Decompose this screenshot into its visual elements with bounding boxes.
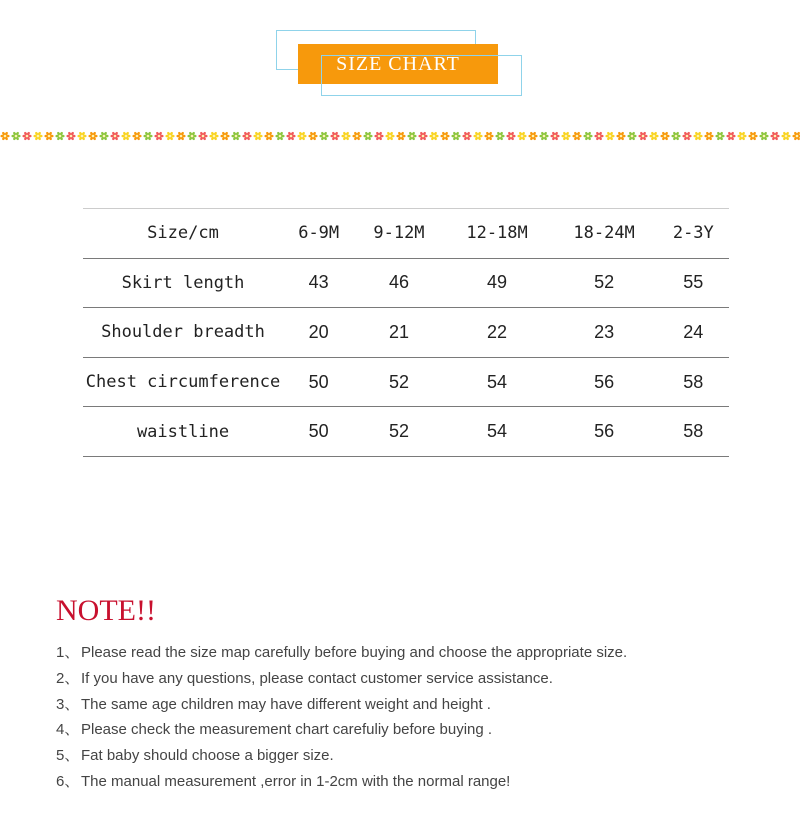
flower-icon <box>748 131 757 140</box>
flower-icon <box>561 131 570 140</box>
flower-icon <box>660 131 669 140</box>
table-cell: 49 <box>487 272 508 293</box>
table-cell: 52 <box>594 272 615 293</box>
table-row <box>83 258 729 308</box>
note-text: The manual measurement ,error in 1-2cm with the normal range! <box>81 772 511 790</box>
table-cell: 20 <box>308 321 329 342</box>
table-cell: 21 <box>388 321 409 342</box>
flower-icon <box>352 131 361 140</box>
flower-icon <box>22 131 31 140</box>
column-header: 9-12M <box>373 223 425 244</box>
flower-icon <box>462 131 471 140</box>
note-text: If you have any questions, please contact customer service assistance. <box>81 669 553 687</box>
flower-icon <box>495 131 504 140</box>
flower-icon <box>308 131 317 140</box>
flower-icon <box>550 131 559 140</box>
list-item <box>56 694 627 720</box>
table-cell: 55 <box>683 272 704 293</box>
note-index: 4、 <box>56 721 80 739</box>
table-cell: 58 <box>683 371 704 392</box>
flower-icon <box>99 131 108 140</box>
flower-icon <box>11 131 20 140</box>
flower-icon <box>583 131 592 140</box>
flower-icon <box>0 131 9 140</box>
table-header-row <box>83 209 729 259</box>
flower-icon <box>231 131 240 140</box>
table-cell: 58 <box>683 421 704 442</box>
flower-icon <box>539 131 548 140</box>
note-list <box>56 642 627 797</box>
flower-icon <box>737 131 746 140</box>
table-cell: 23 <box>594 321 615 342</box>
list-item <box>56 642 627 668</box>
flower-icon <box>143 131 152 140</box>
flower-icon <box>484 131 493 140</box>
flower-icon <box>319 131 328 140</box>
flower-icon <box>77 131 86 140</box>
flower-icon <box>605 131 614 140</box>
table-cell: 52 <box>388 371 409 392</box>
column-header: 12-18M <box>466 223 528 244</box>
flower-icon <box>693 131 702 140</box>
note-index: 5、 <box>56 747 80 765</box>
flower-icon <box>715 131 724 140</box>
row-label: Shoulder breadth <box>101 322 265 343</box>
flower-icon <box>572 131 581 140</box>
note-text: Please check the measurement chart carefuliy before buying . <box>81 721 493 739</box>
flower-icon <box>209 131 218 140</box>
flower-icon <box>44 131 53 140</box>
list-item <box>56 771 627 797</box>
table-cell: 24 <box>683 321 704 342</box>
note-index: 6、 <box>56 772 80 790</box>
note-text: The same age children may have different weight and height . <box>81 695 491 713</box>
flower-icon <box>121 131 130 140</box>
flower-icon <box>781 131 790 140</box>
flower-icon <box>165 131 174 140</box>
table-cell: 22 <box>487 321 508 342</box>
flower-icon <box>385 131 394 140</box>
flower-icon <box>440 131 449 140</box>
flower-icon <box>330 131 339 140</box>
flower-icon <box>770 131 779 140</box>
flower-icon <box>220 131 229 140</box>
table-row <box>83 407 729 457</box>
flower-icon <box>506 131 515 140</box>
row-label: waistline <box>136 421 230 442</box>
row-label: Chest circumference <box>85 372 281 393</box>
flower-icon <box>473 131 482 140</box>
flower-icon <box>88 131 97 140</box>
column-header: 6-9M <box>298 223 340 244</box>
table-cell: 56 <box>594 371 615 392</box>
flower-icon <box>55 131 64 140</box>
table-cell: 52 <box>388 421 409 442</box>
flower-icon <box>33 131 42 140</box>
flower-icon <box>451 131 460 140</box>
flower-icon <box>341 131 350 140</box>
note-title: NOTE!! <box>56 594 156 627</box>
flower-icon <box>253 131 262 140</box>
flower-icon <box>286 131 295 140</box>
flower-icon <box>638 131 647 140</box>
flower-icon <box>110 131 119 140</box>
flower-border-icon <box>0 128 800 144</box>
flower-icon <box>517 131 526 140</box>
flower-icon <box>242 131 251 140</box>
table-row <box>83 357 729 407</box>
flower-icon <box>198 131 207 140</box>
note-index: 2、 <box>56 669 80 687</box>
flower-icon <box>726 131 735 140</box>
flower-icon <box>363 131 372 140</box>
table-cell: 50 <box>308 371 329 392</box>
column-header: Size/cm <box>147 223 219 244</box>
flower-icon <box>594 131 603 140</box>
note-text: Please read the size map carefully before buying and choose the appropriate size. <box>81 644 628 661</box>
flower-icon <box>297 131 306 140</box>
flower-icon <box>418 131 427 140</box>
table-cell: 46 <box>388 272 409 293</box>
flower-icon <box>264 131 273 140</box>
note-index: 1、 <box>56 644 80 661</box>
flower-icon <box>66 131 75 140</box>
flower-icon <box>792 131 800 140</box>
size-table <box>83 208 729 457</box>
flower-icon <box>627 131 636 140</box>
flower-icon <box>616 131 625 140</box>
flower-icon <box>132 131 141 140</box>
flower-icon <box>671 131 680 140</box>
table-row <box>83 308 729 358</box>
list-item <box>56 668 627 694</box>
flower-icon <box>649 131 658 140</box>
table-cell: 50 <box>308 421 329 442</box>
flower-icon <box>682 131 691 140</box>
size-chart-title: SIZE CHART <box>298 44 498 84</box>
flower-icon <box>396 131 405 140</box>
header-frame-front <box>321 55 522 96</box>
flower-icon <box>187 131 196 140</box>
flower-icon <box>407 131 416 140</box>
table-cell: 56 <box>594 421 615 442</box>
list-item <box>56 719 627 745</box>
flower-icon <box>374 131 383 140</box>
flower-icon <box>759 131 768 140</box>
flower-icon <box>154 131 163 140</box>
flower-icon <box>275 131 284 140</box>
size-chart-header <box>276 30 526 100</box>
flower-icon <box>429 131 438 140</box>
column-header: 18-24M <box>573 223 635 244</box>
note-text: Fat baby should choose a bigger size. <box>81 747 334 765</box>
flower-icon <box>704 131 713 140</box>
flower-icon <box>528 131 537 140</box>
column-header: 2-3Y <box>672 223 714 244</box>
note-index: 3、 <box>56 695 80 713</box>
list-item <box>56 745 627 771</box>
table-cell: 54 <box>487 371 508 392</box>
table-cell: 43 <box>308 272 329 293</box>
flower-icon <box>176 131 185 140</box>
table-cell: 54 <box>487 421 508 442</box>
row-label: Skirt length <box>121 272 245 293</box>
